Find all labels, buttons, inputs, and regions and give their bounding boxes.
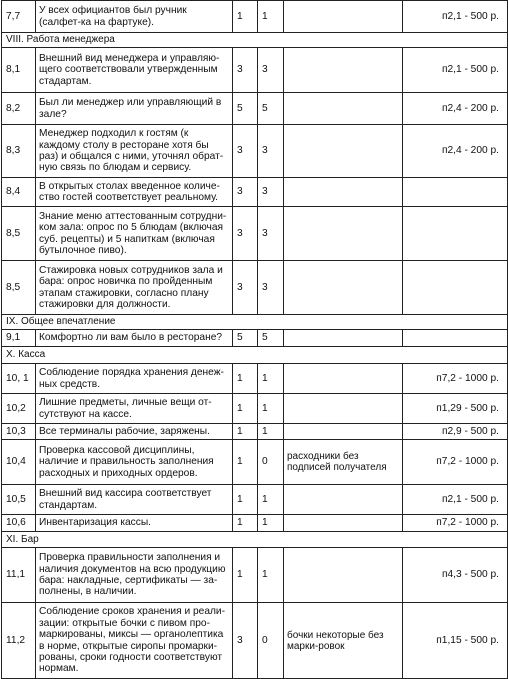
actual-score: 1 bbox=[258, 515, 284, 532]
penalty bbox=[403, 178, 508, 207]
section-title: XI. Бар bbox=[2, 532, 508, 548]
item-criterion: Знание меню аттестованным сотрудни-ком зала: опрос по 5 блюдам (включая суб. рецепты) и 5 напиткам (включая бутылочное пиво). bbox=[36, 207, 233, 261]
max-score: 1 bbox=[233, 364, 258, 394]
item-number: 8,5 bbox=[2, 261, 36, 315]
item-criterion: Соблюдение сроков хранения и реали-зации: открытые бочки с пивом про-маркированы, миксы — органолептика в норме, открытые сиропы промарки-рованы, сроки годности соответствуют нормам. bbox=[36, 603, 233, 679]
max-score: 5 bbox=[233, 330, 258, 347]
actual-score: 1 bbox=[258, 548, 284, 603]
penalty: п2,1 - 500 р. bbox=[403, 48, 508, 93]
max-score: 1 bbox=[233, 515, 258, 532]
section-header-row bbox=[2, 33, 508, 48]
table-row bbox=[2, 394, 508, 424]
actual-score: 1 bbox=[258, 1, 284, 33]
remark bbox=[284, 261, 403, 315]
table-row bbox=[2, 364, 508, 394]
max-score: 1 bbox=[233, 485, 258, 515]
actual-score: 3 bbox=[258, 48, 284, 93]
penalty: п1,29 - 500 р. bbox=[403, 394, 508, 424]
actual-score: 0 bbox=[258, 603, 284, 679]
max-score: 1 bbox=[233, 548, 258, 603]
table-row bbox=[2, 261, 508, 315]
penalty: п2,4 - 200 р. bbox=[403, 93, 508, 125]
remark bbox=[284, 364, 403, 394]
penalty: п1,15 - 500 р. bbox=[403, 603, 508, 679]
remark bbox=[284, 207, 403, 261]
section-title: X. Касса bbox=[2, 347, 508, 364]
item-number: 9,1 bbox=[2, 330, 36, 347]
actual-score: 0 bbox=[258, 440, 284, 485]
item-number: 10,6 bbox=[2, 515, 36, 532]
remark bbox=[284, 330, 403, 347]
item-criterion: Проверка правильности заполнения и наличия документов на всю продукцию бара: накладные, сертификаты — за-полнены, в наличии. bbox=[36, 548, 233, 603]
item-criterion: Соблюдение порядка хранения денеж-ных средств. bbox=[36, 364, 233, 394]
remark bbox=[284, 548, 403, 603]
item-criterion: Стажировка новых сотрудников зала и бара: опрос новичка по пройденным этапам стажировки, согласно плану стажировки для должности. bbox=[36, 261, 233, 315]
actual-score: 1 bbox=[258, 485, 284, 515]
section-header-row bbox=[2, 532, 508, 548]
table-row bbox=[2, 424, 508, 440]
remark bbox=[284, 48, 403, 93]
table-row bbox=[2, 93, 508, 125]
actual-score: 3 bbox=[258, 207, 284, 261]
item-criterion: Внешний вид менеджера и управляю-щего соответствовали утвержденным стадартам. bbox=[36, 48, 233, 93]
section-header-row bbox=[2, 315, 508, 330]
table-row bbox=[2, 178, 508, 207]
remark bbox=[284, 424, 403, 440]
table-row bbox=[2, 207, 508, 261]
max-score: 1 bbox=[233, 1, 258, 33]
section-title: VIII. Работа менеджера bbox=[2, 33, 508, 48]
max-score: 3 bbox=[233, 48, 258, 93]
item-number: 10,3 bbox=[2, 424, 36, 440]
item-criterion: Инвентаризация кассы. bbox=[36, 515, 233, 532]
penalty: п7,2 - 1000 р. bbox=[403, 364, 508, 394]
table-row bbox=[2, 485, 508, 515]
max-score: 1 bbox=[233, 440, 258, 485]
item-criterion: Комфортно ли вам было в ресторане? bbox=[36, 330, 233, 347]
item-number: 8,2 bbox=[2, 93, 36, 125]
max-score: 3 bbox=[233, 603, 258, 679]
penalty: п2,4 - 200 р. bbox=[403, 125, 508, 178]
actual-score: 3 bbox=[258, 125, 284, 178]
item-number: 8,1 bbox=[2, 48, 36, 93]
max-score: 3 bbox=[233, 261, 258, 315]
item-number: 10,2 bbox=[2, 394, 36, 424]
remark bbox=[284, 515, 403, 532]
max-score: 1 bbox=[233, 394, 258, 424]
penalty: п2,1 - 500 р. bbox=[403, 1, 508, 33]
table-row bbox=[2, 440, 508, 485]
item-criterion: Лишние предметы, личные вещи от-сутствуют на кассе. bbox=[36, 394, 233, 424]
item-criterion: Менеджер подходил к гостям (к каждому столу в ресторане хотя бы раз) и общался с ними, уточнял обрат-ную связь по блюдам и сервису. bbox=[36, 125, 233, 178]
item-criterion: В открытых столах введенное количе-ство гостей соответствует реальному. bbox=[36, 178, 233, 207]
item-number: 8,4 bbox=[2, 178, 36, 207]
item-number: 8,5 bbox=[2, 207, 36, 261]
actual-score: 5 bbox=[258, 330, 284, 347]
remark bbox=[284, 178, 403, 207]
penalty: п2,1 - 500 р. bbox=[403, 485, 508, 515]
item-number: 11,1 bbox=[2, 548, 36, 603]
remark bbox=[284, 485, 403, 515]
item-number: 7,7 bbox=[2, 1, 36, 33]
actual-score: 3 bbox=[258, 178, 284, 207]
item-number: 10,4 bbox=[2, 440, 36, 485]
remark bbox=[284, 394, 403, 424]
max-score: 3 bbox=[233, 125, 258, 178]
section-title: IX. Общее впечатление bbox=[2, 315, 508, 330]
item-number: 11,2 bbox=[2, 603, 36, 679]
actual-score: 1 bbox=[258, 424, 284, 440]
section-header-row bbox=[2, 347, 508, 364]
remark: расходники без подписей получателя bbox=[284, 440, 403, 485]
max-score: 3 bbox=[233, 178, 258, 207]
penalty bbox=[403, 261, 508, 315]
table-row bbox=[2, 515, 508, 532]
penalty bbox=[403, 207, 508, 261]
table-row bbox=[2, 125, 508, 178]
remark bbox=[284, 1, 403, 33]
item-number: 10,5 bbox=[2, 485, 36, 515]
penalty: п7,2 - 1000 р. bbox=[403, 440, 508, 485]
penalty bbox=[403, 330, 508, 347]
item-criterion: Внешний вид кассира соответствует стандартам. bbox=[36, 485, 233, 515]
item-criterion: У всех официантов был ручник (салфет-ка на фартуке). bbox=[36, 1, 233, 33]
audit-checklist-table bbox=[1, 0, 508, 679]
item-criterion: Проверка кассовой дисциплины, наличие и правильность заполнения расходных и приходных ордеров. bbox=[36, 440, 233, 485]
item-number: 10, 1 bbox=[2, 364, 36, 394]
item-criterion: Все терминалы рабочие, заряжены. bbox=[36, 424, 233, 440]
actual-score: 1 bbox=[258, 394, 284, 424]
table-row bbox=[2, 48, 508, 93]
table-row bbox=[2, 1, 508, 33]
table-row bbox=[2, 603, 508, 679]
actual-score: 1 bbox=[258, 364, 284, 394]
table-row bbox=[2, 548, 508, 603]
penalty: п7,2 - 1000 р. bbox=[403, 515, 508, 532]
actual-score: 3 bbox=[258, 261, 284, 315]
remark: бочки некоторые без марки-ровок bbox=[284, 603, 403, 679]
item-number: 8,3 bbox=[2, 125, 36, 178]
remark bbox=[284, 93, 403, 125]
penalty: п2,9 - 500 р. bbox=[403, 424, 508, 440]
penalty: п4,3 - 500 р. bbox=[403, 548, 508, 603]
actual-score: 5 bbox=[258, 93, 284, 125]
max-score: 5 bbox=[233, 93, 258, 125]
table-row bbox=[2, 330, 508, 347]
remark bbox=[284, 125, 403, 178]
item-criterion: Был ли менеджер или управляющий в зале? bbox=[36, 93, 233, 125]
max-score: 1 bbox=[233, 424, 258, 440]
max-score: 3 bbox=[233, 207, 258, 261]
